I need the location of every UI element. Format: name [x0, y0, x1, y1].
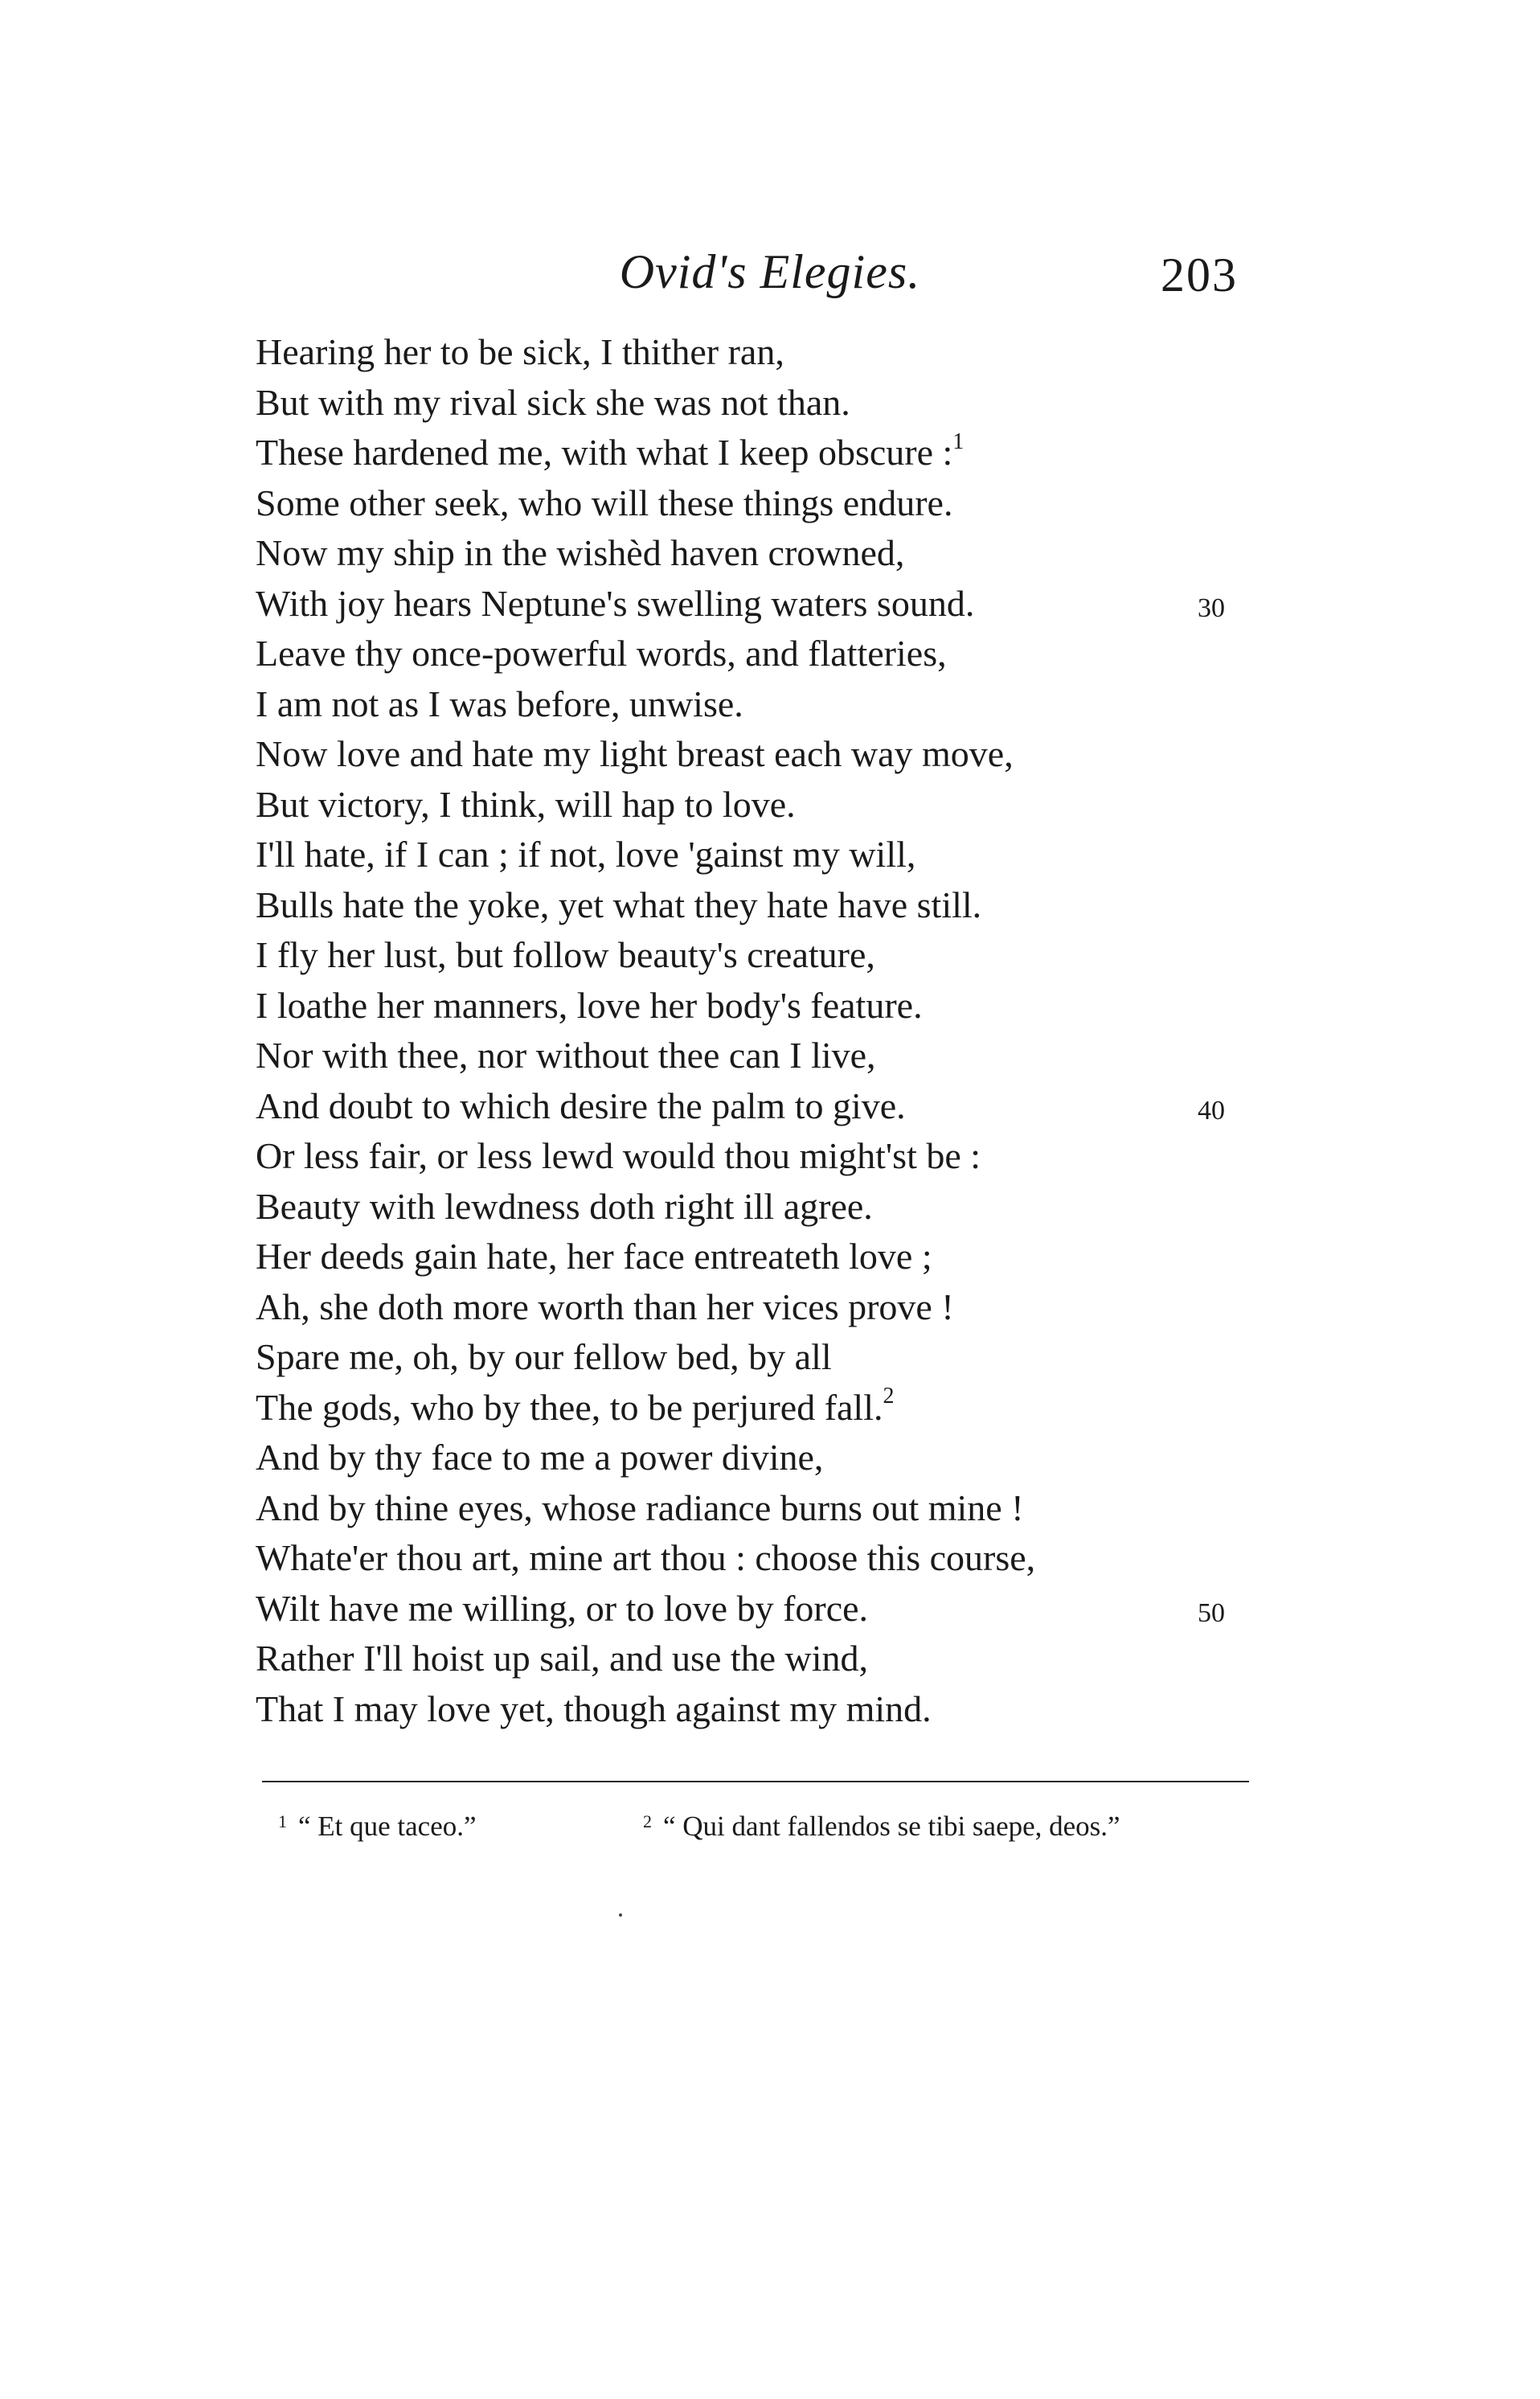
running-title: Ovid's Elegies.	[619, 245, 921, 298]
verse-line	[256, 880, 1268, 931]
verse-line	[256, 1634, 1268, 1684]
verse-line	[256, 1584, 1268, 1634]
verse-text: But with my rival sick she was not than.	[256, 381, 850, 423]
verse-text: Bulls hate the yoke, yet what they hate have still.	[256, 884, 982, 925]
verse-text: Nor with thee, nor without thee can I live,	[256, 1035, 876, 1076]
verse-text: I am not as I was before, unwise.	[256, 683, 743, 724]
verse-line	[256, 1533, 1268, 1584]
verse-line	[256, 528, 1268, 579]
verse-line	[256, 1483, 1268, 1534]
verse-line	[256, 579, 1268, 629]
line-number: 40	[1198, 1095, 1225, 1126]
verse-line	[256, 629, 1268, 679]
verse-line	[256, 1131, 1268, 1182]
footnote-marker: 1	[278, 1811, 287, 1831]
verse-line	[256, 1031, 1268, 1081]
verse-line	[256, 1081, 1268, 1132]
verse-line	[256, 1433, 1268, 1483]
verse-text: Rather I'll hoist up sail, and use the wind,	[256, 1638, 869, 1679]
footnote-text: “ Qui dant fallendos se tibi saepe, deos.”	[663, 1811, 1120, 1842]
verse-text: I'll hate, if I can ; if not, love 'gainst my will,	[256, 834, 916, 875]
verse-text: The gods, who by thee, to be perjured fall.	[256, 1386, 883, 1428]
verse-text: Beauty with lewdness doth right ill agree.	[256, 1185, 873, 1227]
poem-body	[256, 327, 1268, 1734]
verse-text: And doubt to which desire the palm to give.	[256, 1085, 906, 1126]
verse-text: And by thine eyes, whose radiance burns out mine !	[256, 1487, 1024, 1528]
verse-text: And by thy face to me a power divine,	[256, 1437, 824, 1478]
verse-text: I fly her lust, but follow beauty's creature,	[256, 934, 875, 975]
verse-line	[256, 780, 1268, 830]
footnote-1	[278, 1807, 477, 1849]
verse-line	[256, 1282, 1268, 1333]
line-number: 50	[1198, 1597, 1225, 1628]
verse-text: Some other seek, who will these things endure.	[256, 482, 953, 523]
footnote-2	[643, 1807, 1120, 1849]
verse-line	[256, 1383, 1268, 1433]
verse-line	[256, 830, 1268, 880]
verse-line	[256, 478, 1268, 529]
verse-text: Ah, she doth more worth than her vices prove !	[256, 1286, 954, 1327]
verse-text: Or less fair, or less lewd would thou might'st be :	[256, 1135, 981, 1176]
verse-text: Spare me, oh, by our fellow bed, by all	[256, 1336, 832, 1377]
verse-line	[256, 1232, 1268, 1282]
verse-text: Leave thy once-powerful words, and flatteries,	[256, 633, 947, 674]
footnote-text: “ Et que taceo.”	[298, 1811, 477, 1842]
verse-text: With joy hears Neptune's swelling waters sound.	[256, 582, 975, 624]
print-speck	[619, 1913, 622, 1917]
footnote-rule	[262, 1781, 1249, 1782]
verse-text: These hardened me, with what I keep obscure :	[256, 432, 953, 473]
verse-text: Hearing her to be sick, I thither ran,	[256, 331, 784, 372]
verse-line	[256, 1684, 1268, 1735]
verse-text: I loathe her manners, love her body's feature.	[256, 984, 923, 1026]
verse-line	[256, 930, 1268, 981]
verse-line	[256, 679, 1268, 730]
verse-line	[256, 428, 1268, 478]
verse-text: Whate'er thou art, mine art thou : choose this course,	[256, 1537, 1036, 1578]
verse-text: Now my ship in the wishèd haven crowned,	[256, 532, 905, 573]
page-number: 203	[1161, 248, 1238, 301]
verse-line	[256, 1182, 1268, 1232]
verse-line	[256, 1332, 1268, 1383]
footnote-reference: 1	[952, 429, 965, 454]
line-number: 30	[1198, 593, 1225, 623]
verse-line	[256, 729, 1268, 780]
verse-line	[256, 327, 1268, 378]
footnote-marker: 2	[643, 1811, 652, 1831]
verse-text: Her deeds gain hate, her face entreateth love ;	[256, 1236, 932, 1277]
verse-text: Wilt have me willing, or to love by force.	[256, 1587, 869, 1629]
footnote-reference: 2	[883, 1384, 895, 1409]
verse-text: But victory, I think, will hap to love.	[256, 783, 796, 825]
verse-line	[256, 378, 1268, 429]
verse-text: Now love and hate my light breast each way move,	[256, 733, 1014, 774]
verse-line	[256, 981, 1268, 1031]
verse-text: That I may love yet, though against my mind.	[256, 1688, 932, 1729]
